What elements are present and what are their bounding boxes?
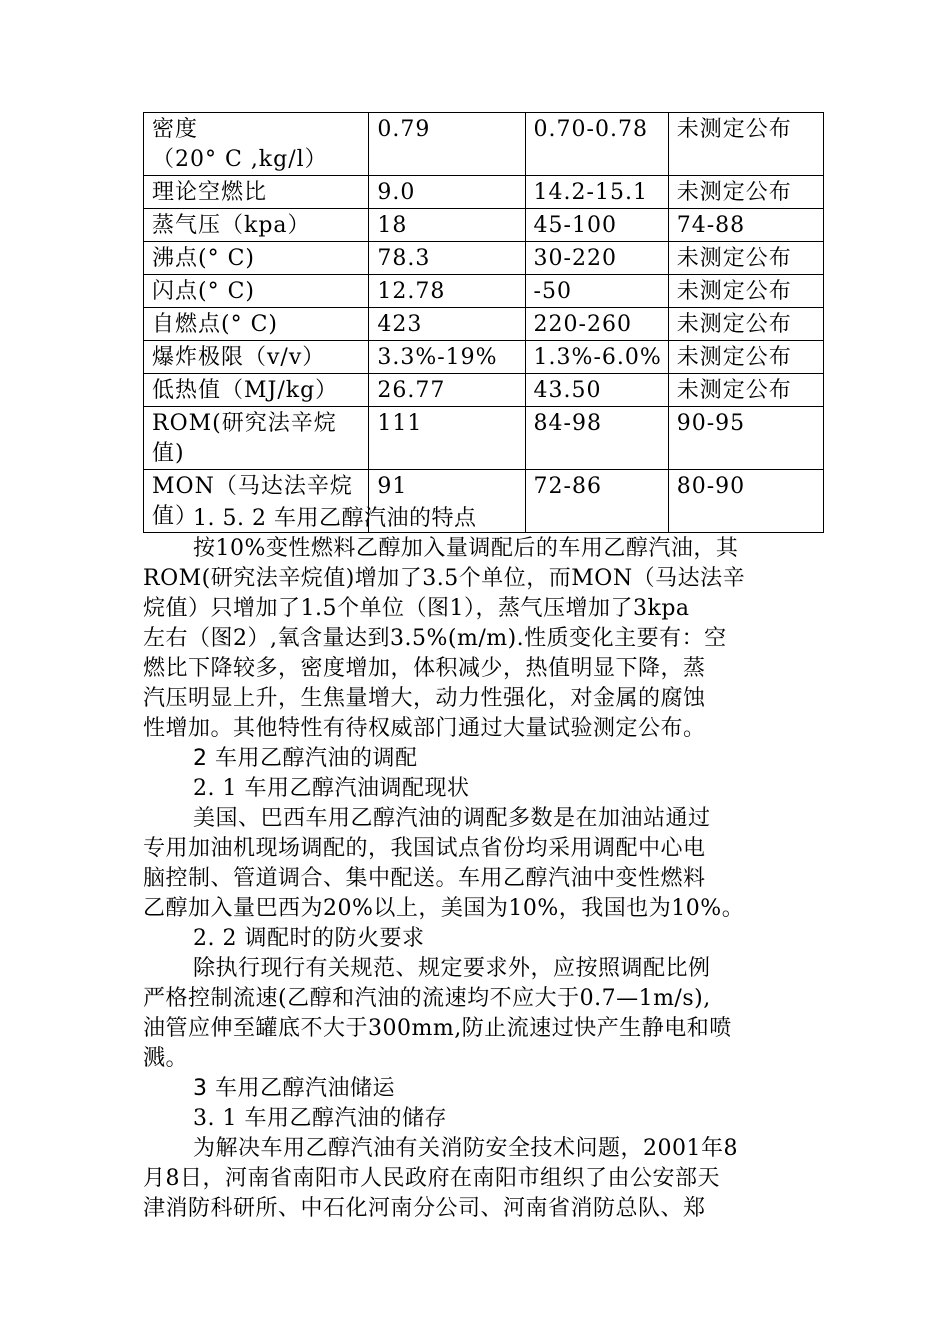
text-line: 津消防科研所、中石化河南分公司、河南省消防总队、郑 bbox=[143, 1196, 706, 1221]
text-line: 2. 2 调配时的防火要求 bbox=[193, 926, 425, 951]
table-cell: 14.2-15.1 bbox=[525, 176, 668, 209]
text-line: 2. 1 车用乙醇汽油调配现状 bbox=[193, 776, 470, 801]
table-cell: 爆炸极限（v/v） bbox=[144, 341, 369, 374]
table-row bbox=[144, 275, 824, 308]
text-line: ROM(研究法辛烷值)增加了3.5个单位，而MON（马达法辛 bbox=[143, 566, 746, 591]
body-text bbox=[143, 504, 803, 1224]
table-cell: 未测定公布 bbox=[668, 242, 823, 275]
table-cell: 闪点(° C) bbox=[144, 275, 369, 308]
section-heading: 3 车用乙醇汽油储运 bbox=[193, 1076, 395, 1101]
text-line: 燃比下降较多，密度增加，体积减少，热值明显下降，蒸 bbox=[143, 656, 706, 681]
table-cell: 蒸气压（kpa） bbox=[144, 209, 369, 242]
text-line: 汽压明显上升，生焦量增大，动力性强化，对金属的腐蚀 bbox=[143, 686, 706, 711]
text-line: 溅。 bbox=[143, 1046, 189, 1071]
table-cell: 未测定公布 bbox=[668, 374, 823, 407]
text-line: 为解决车用乙醇汽油有关消防安全技术问题，2001年8 bbox=[193, 1136, 738, 1161]
table-cell: 3.3%-19% bbox=[369, 341, 525, 374]
table-cell: 74-88 bbox=[668, 209, 823, 242]
text-line: 美国、巴西车用乙醇汽油的调配多数是在加油站通过 bbox=[193, 806, 711, 831]
table-cell: 未测定公布 bbox=[668, 113, 823, 176]
table-cell: 理论空燃比 bbox=[144, 176, 369, 209]
table-cell: 密度 （20° C ,kg/l） bbox=[144, 113, 369, 176]
table-cell: 12.78 bbox=[369, 275, 525, 308]
table-cell: 低热值（MJ/kg） bbox=[144, 374, 369, 407]
table-cell: 未测定公布 bbox=[668, 308, 823, 341]
text-line: 除执行现行有关规范、规定要求外，应按照调配比例 bbox=[193, 956, 711, 981]
table-cell: -50 bbox=[525, 275, 668, 308]
table-cell: 未测定公布 bbox=[668, 341, 823, 374]
text-line: 脑控制、管道调合、集中配送。车用乙醇汽油中变性燃料 bbox=[143, 866, 706, 891]
table-cell: 沸点(° C) bbox=[144, 242, 369, 275]
table-cell: 78.3 bbox=[369, 242, 525, 275]
table-cell: 84-98 bbox=[525, 407, 668, 470]
table-cell: 未测定公布 bbox=[668, 275, 823, 308]
text-line: 乙醇加入量巴西为20%以上，美国为10%，我国也为10%。 bbox=[143, 896, 745, 921]
table-cell: 43.50 bbox=[525, 374, 668, 407]
table-cell: 45-100 bbox=[525, 209, 668, 242]
text-line: 烷值）只增加了1.5个单位（图1），蒸气压增加了3kpa bbox=[143, 596, 690, 621]
table-cell: 423 bbox=[369, 308, 525, 341]
table-cell: 1.3%-6.0% bbox=[525, 341, 668, 374]
table-row bbox=[144, 113, 824, 176]
text-line: 1. 5. 2 车用乙醇汽油的特点 bbox=[193, 506, 477, 531]
table-row bbox=[144, 242, 824, 275]
table-row bbox=[144, 308, 824, 341]
table-cell: 90-95 bbox=[668, 407, 823, 470]
section-heading: 2 车用乙醇汽油的调配 bbox=[193, 746, 418, 771]
text-line: 按10%变性燃料乙醇加入量调配后的车用乙醇汽油，其 bbox=[193, 536, 739, 561]
table-cell: 未测定公布 bbox=[668, 176, 823, 209]
text-line: 油管应伸至罐底不大于300mm,防止流速过快产生静电和喷 bbox=[143, 1016, 732, 1041]
table-cell: 111 bbox=[369, 407, 525, 470]
text-line: 专用加油机现场调配的，我国试点省份均采用调配中心电 bbox=[143, 836, 706, 861]
table-row bbox=[144, 209, 824, 242]
table-cell: 72-86 bbox=[525, 470, 668, 533]
table-cell: 220-260 bbox=[525, 308, 668, 341]
table-row bbox=[144, 341, 824, 374]
table-cell: 80-90 bbox=[668, 470, 823, 533]
table-cell: 9.0 bbox=[369, 176, 525, 209]
table-cell: 0.70-0.78 bbox=[525, 113, 668, 176]
properties-table bbox=[143, 112, 824, 533]
table-cell: 30-220 bbox=[525, 242, 668, 275]
table-cell: 91 bbox=[369, 470, 525, 533]
text-line: 月8日，河南省南阳市人民政府在南阳市组织了由公安部天 bbox=[143, 1166, 720, 1191]
text-line: 左右（图2）,氧含量达到3.5%(m/m).性质变化主要有：空 bbox=[143, 626, 727, 651]
table-cell: 18 bbox=[369, 209, 525, 242]
table-row bbox=[144, 407, 824, 470]
table-cell: 26.77 bbox=[369, 374, 525, 407]
table-cell: 0.79 bbox=[369, 113, 525, 176]
text-line: 性增加。其他特性有待权威部门通过大量试验测定公布。 bbox=[143, 716, 706, 741]
table-row bbox=[144, 374, 824, 407]
table-cell: 自燃点(° C) bbox=[144, 308, 369, 341]
table-cell: MON（马达法辛烷 值） bbox=[144, 470, 369, 533]
table-row bbox=[144, 176, 824, 209]
text-line: 3. 1 车用乙醇汽油的储存 bbox=[193, 1106, 447, 1131]
text-line: 严格控制流速(乙醇和汽油的流速均不应大于0.7—1m/s), bbox=[143, 986, 711, 1011]
table-cell: ROM(研究法辛烷 值) bbox=[144, 407, 369, 470]
